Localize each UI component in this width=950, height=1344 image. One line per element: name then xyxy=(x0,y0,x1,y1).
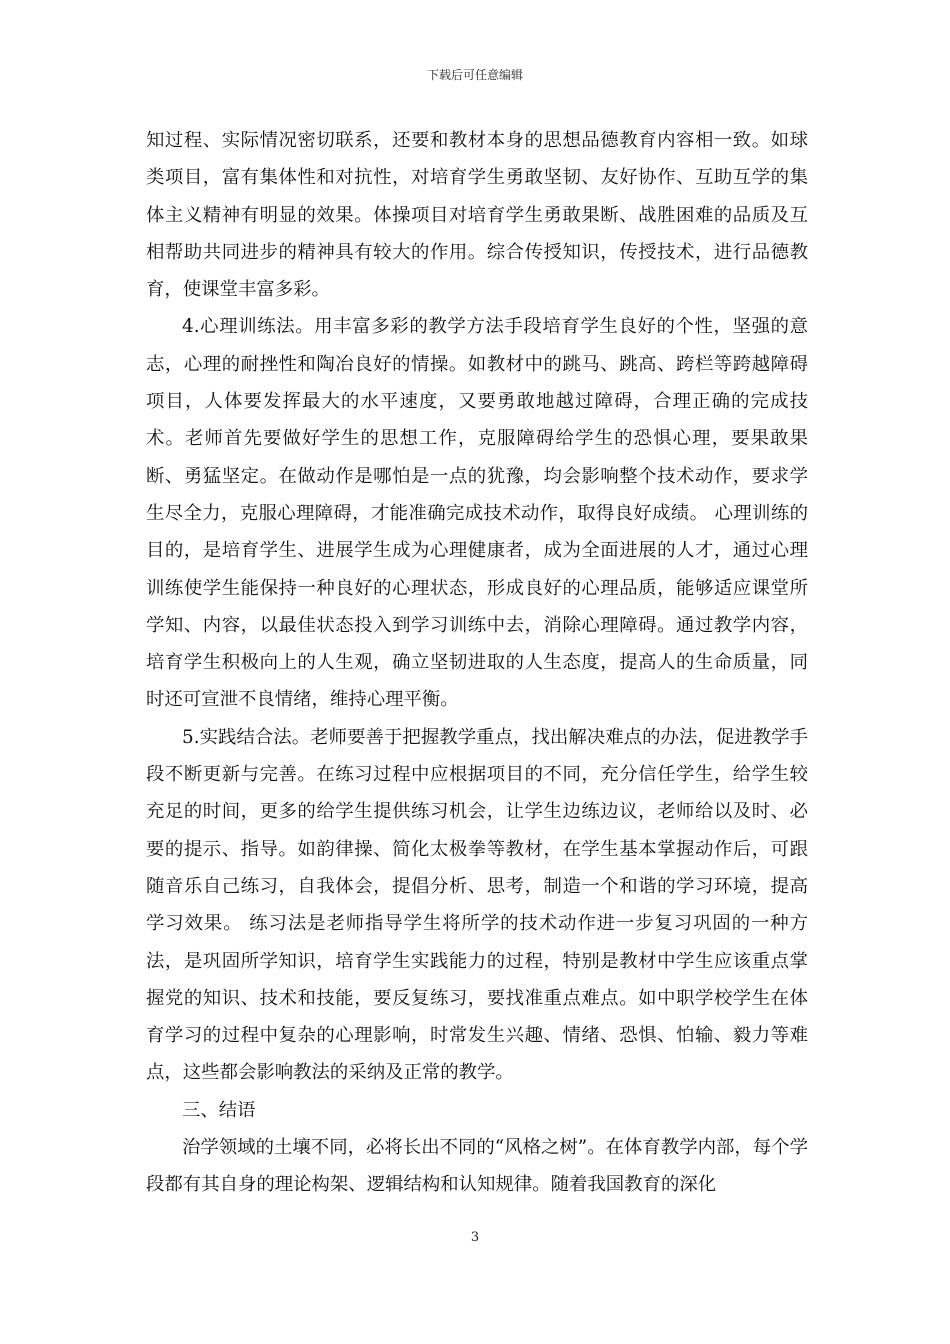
document-body xyxy=(146,122,808,1204)
section-heading-conclusion: 三、结语 xyxy=(182,1099,256,1121)
page-header: 下载后可任意编辑 xyxy=(426,68,523,82)
paragraph-practice-combination: 5.实践结合法。老师要善于把握教学重点，找出解决难点的办法，促进教学手段不断更新与完善。在练习过程中应根据项目的不同，充分信任学生，给学生较充足的时间，更多的给学生提供练习机会，让学生边练边议，老师给以及时、必要的提示、指导。如韵律操、简化太极拳等教材，在学生基本掌握动作后，可跟随音乐自己练习，自我体会，提倡分析、思考，制造一个和谐的学习环境，提高学习效果。 练习法是老师指导学生将所学的技术动作进一步复习巩固的一种方法，是巩固所学知识，培育学生实践能力的过程，特别是教材中学生应该重点掌握党的知识、技术和技能，要反复练习，要找准重点难点。如中职学校学生在体育学习的过程中复杂的心理影响，时常发生兴趣、情绪、恐惧、怕输、毅力等难点，这些都会影响教法的采纳及正常的教学。 xyxy=(146,726,808,1084)
paragraph-psychological-training: 4.心理训练法。用丰富多彩的教学方法手段培育学生良好的个性，坚强的意志，心理的耐挫性和陶冶良好的情操。如教材中的跳马、跳高、跨栏等跨越障碍项目，人体要发挥最大的水平速度，又要勇敢地越过障碍，合理正确的完成技术。老师首先要做好学生的思想工作，克服障碍给学生的恐惧心理，要果敢果断、勇猛坚定。在做动作是哪怕是一点的犹豫，均会影响整个技术动作，要求学生尽全力，克服心理障碍，才能准确完成技术动作，取得良好成绩。 心理训练的目的，是培育学生、进展学生成为心理健康者，成为全面进展的人才，通过心理训练使学生能保持一种良好的心理状态，形成良好的心理品质，能够适应课堂所学知、内容，以最佳状态投入到学习训练中去，消除心理障碍。通过教学内容，培育学生积极向上的人生观，确立坚韧进取的人生态度，提高人的生命质量，同时还可宣泄不良情绪，维持心理平衡。 xyxy=(146,316,808,711)
page-number: 3 xyxy=(470,1230,480,1245)
paragraph-conclusion: 治学领域的土壤不同，必将长出不同的“风格之树”。在体育教学内部，每个学段都有其自身的理论构架、逻辑结构和认知规律。随着我国教育的深化 xyxy=(146,1137,808,1196)
paragraph-continuation: 知过程、实际情况密切联系，还要和教材本身的思想品德教育内容相一致。如球类项目，富有集体性和对抗性，对培育学生勇敢坚韧、友好协作、互助互学的集体主义精神有明显的效果。体操项目对培育学生勇敢果断、战胜困难的品质及互相帮助共同进步的精神具有较大的作用。综合传授知识，传授技术，进行品德教育，使课堂丰富多彩。 xyxy=(146,130,808,301)
